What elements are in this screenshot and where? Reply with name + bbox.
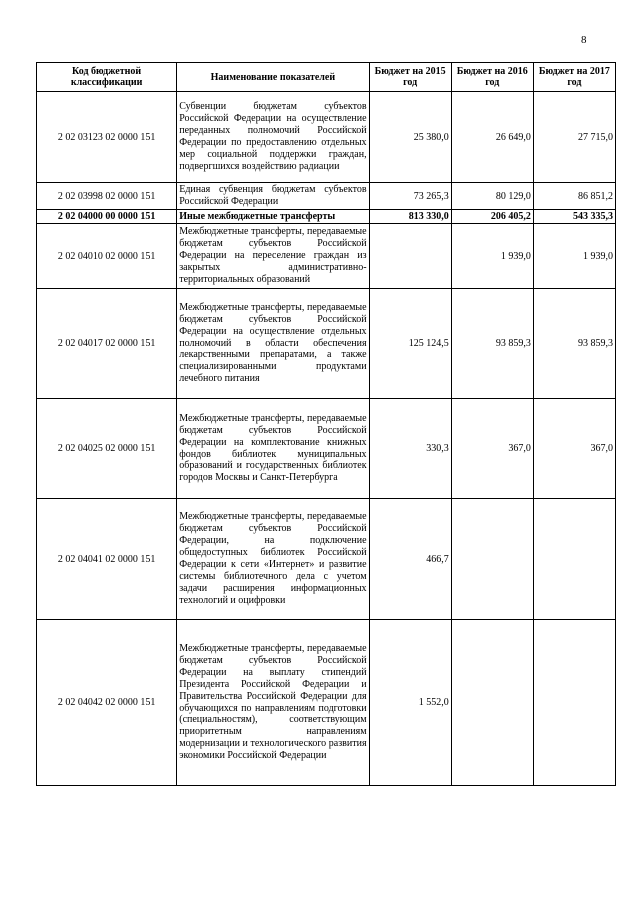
row-2017: 86 851,2 bbox=[533, 183, 615, 210]
row-name: Межбюджетные трансферты, передаваемые бюджетам субъектов Российской Федерации на осуществление отдельных полномочий в области обеспечения лекарственными препаратами, а также специализированными продуктами лечебного питания bbox=[177, 289, 369, 399]
table-row bbox=[37, 620, 616, 786]
row-name: Межбюджетные трансферты, передаваемые бюджетам субъектов Российской Федерации на переселение граждан из закрытых административно-территориальных образований bbox=[177, 224, 369, 289]
row-name: Межбюджетные трансферты, передаваемые бюджетам субъектов Российской Федерации, на подключение общедоступных библиотек Российской Федерации к сети «Интернет» и развитие системы библиотечного дела с учетом задачи расширения информационных технологий и оцифровки bbox=[177, 499, 369, 620]
row-2015 bbox=[369, 224, 451, 289]
row-2017: 367,0 bbox=[533, 399, 615, 499]
row-2017 bbox=[533, 499, 615, 620]
header-2015: Бюджет на 2015 год bbox=[369, 63, 451, 92]
row-2016 bbox=[451, 499, 533, 620]
row-2016 bbox=[451, 620, 533, 786]
row-2015: 125 124,5 bbox=[369, 289, 451, 399]
row-2017 bbox=[533, 620, 615, 786]
row-2015: 73 265,3 bbox=[369, 183, 451, 210]
row-2016: 93 859,3 bbox=[451, 289, 533, 399]
row-2016: 1 939,0 bbox=[451, 224, 533, 289]
row-name: Иные межбюджетные трансферты bbox=[177, 210, 369, 224]
table-row-total bbox=[37, 210, 616, 224]
row-2017: 93 859,3 bbox=[533, 289, 615, 399]
header-code: Код бюджетной классификации bbox=[37, 63, 177, 92]
page-number: 8 bbox=[581, 34, 587, 46]
table-row bbox=[37, 289, 616, 399]
row-2016: 206 405,2 bbox=[451, 210, 533, 224]
row-name: Межбюджетные трансферты, передаваемые бюджетам субъектов Российской Федерации на комплектование книжных фондов библиотек муниципальных образований и государственных библиотек городов Москвы и Санкт-Петербурга bbox=[177, 399, 369, 499]
header-2017: Бюджет на 2017 год bbox=[533, 63, 615, 92]
row-2017: 543 335,3 bbox=[533, 210, 615, 224]
table-row bbox=[37, 92, 616, 183]
row-2016: 26 649,0 bbox=[451, 92, 533, 183]
table-row bbox=[37, 224, 616, 289]
row-code: 2 02 03123 02 0000 151 bbox=[37, 92, 177, 183]
row-2015: 813 330,0 bbox=[369, 210, 451, 224]
table-row bbox=[37, 183, 616, 210]
row-code: 2 02 04010 02 0000 151 bbox=[37, 224, 177, 289]
row-code: 2 02 04017 02 0000 151 bbox=[37, 289, 177, 399]
row-2015: 25 380,0 bbox=[369, 92, 451, 183]
row-name: Субвенции бюджетам субъектов Российской Федерации на осуществление переданных полномочий Российской Федерации по предоставлению отдельных мер социальной поддержки граждан, подвергшихся воздействию радиации bbox=[177, 92, 369, 183]
row-code: 2 02 04042 02 0000 151 bbox=[37, 620, 177, 786]
header-2016: Бюджет на 2016 год bbox=[451, 63, 533, 92]
table-row bbox=[37, 399, 616, 499]
row-2016: 367,0 bbox=[451, 399, 533, 499]
row-2015: 466,7 bbox=[369, 499, 451, 620]
row-code: 2 02 03998 02 0000 151 bbox=[37, 183, 177, 210]
row-name: Межбюджетные трансферты, передаваемые бюджетам субъектов Российской Федерации на выплату стипендий Президента Российской Федерации и Правительства Российской Федерации для обучающихся по направлениям подготовки (специальностям), соответствующим приоритетным направлениям модернизации и технологического развития экономики Российской Федерации bbox=[177, 620, 369, 786]
row-name: Единая субвенция бюджетам субъектов Российской Федерации bbox=[177, 183, 369, 210]
row-2015: 1 552,0 bbox=[369, 620, 451, 786]
table-row bbox=[37, 499, 616, 620]
row-code: 2 02 04041 02 0000 151 bbox=[37, 499, 177, 620]
row-code: 2 02 04025 02 0000 151 bbox=[37, 399, 177, 499]
row-2017: 1 939,0 bbox=[533, 224, 615, 289]
row-2016: 80 129,0 bbox=[451, 183, 533, 210]
budget-table bbox=[36, 62, 616, 786]
row-2015: 330,3 bbox=[369, 399, 451, 499]
row-code: 2 02 04000 00 0000 151 bbox=[37, 210, 177, 224]
header-row bbox=[37, 63, 616, 92]
header-name: Наименование показателей bbox=[177, 63, 369, 92]
row-2017: 27 715,0 bbox=[533, 92, 615, 183]
